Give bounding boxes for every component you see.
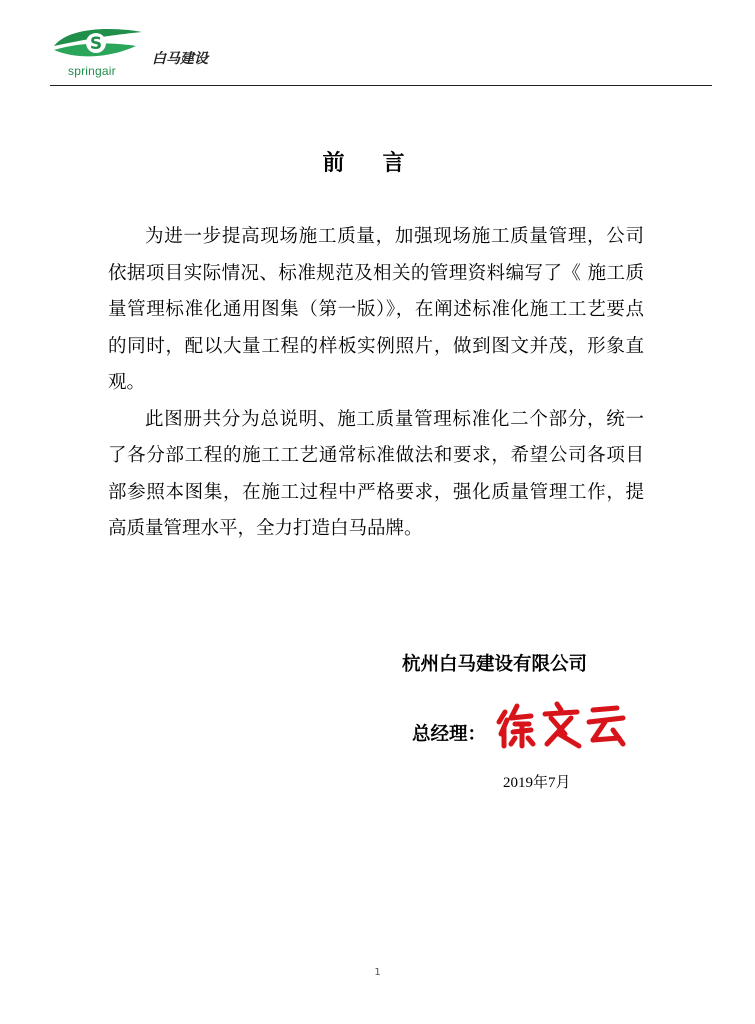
company-name: 杭州白马建设有限公司 [402, 654, 588, 675]
signature-image [495, 700, 635, 750]
header-divider [50, 85, 712, 86]
paragraph-2: 此图册共分为总说明、施工质量管理标准化二个部分，统一了各分部工程的施工工艺通常标准做法和要求，希望公司各项目部参照本图集，在施工过程中严格要求，强化质量管理工作，提高质量管理水平，全力打造白马品牌。 [108, 408, 644, 539]
paragraph-1: 为进一步提高现场施工质量，加强现场施工质量管理，公司依据项目实际情况、标准规范及相关的管理资料编写了《 施工质量管理标准化通用图集（第一版）》，在阐述标准化施工工艺要点的同时，配以大量工程的样板实例照片，做到图文并茂，形象直观。 [108, 226, 644, 393]
leaf-s-icon [50, 24, 145, 64]
page-header [0, 0, 755, 86]
svg-text:S: S [89, 34, 103, 54]
brand-script: 白马建设 [152, 51, 208, 67]
body-text [108, 219, 644, 548]
logo-text: springair [68, 64, 116, 78]
springair-logo [50, 24, 145, 82]
date: 2019年7月 [503, 775, 571, 791]
handwritten-signature [495, 700, 635, 750]
page-title: 前言 [322, 151, 443, 176]
page-number: 1 [374, 967, 381, 978]
general-manager-label: 总经理： [412, 724, 487, 745]
